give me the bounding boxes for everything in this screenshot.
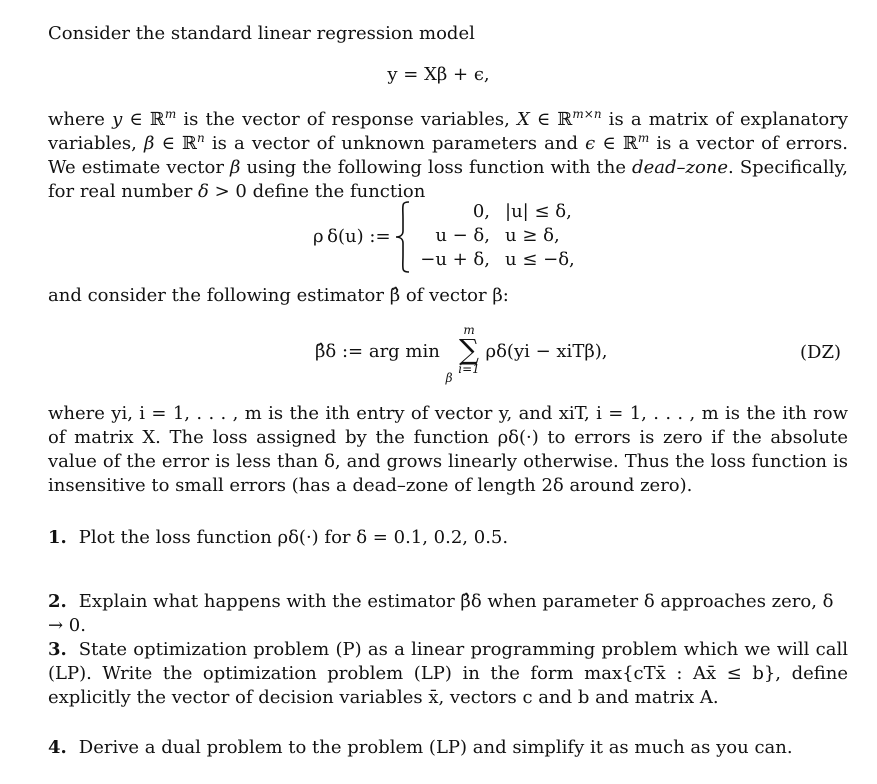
estimator-equation: β̂δ := arg min β m ∑ i=1 ρδ(yi − xiTβ), [315,323,608,385]
case-value-1: 0, [472,201,490,222]
rho-definition-lhs: ρ δ(u) := [313,226,391,247]
question-4: 4. Derive a dual problem to the problem (LP) and simplify it as much as you can. [48,737,793,758]
case-condition-3: u ≤ −δ, [505,249,575,270]
question-1: 1. Plot the loss function ρδ(·) for δ = 0.1, 0.2, 0.5. [48,527,509,548]
explanation-paragraph: where yi, i = 1, . . . , m is the ith entry of vector y, and xiT, i = 1, . . . , m is the ith row of matrix X. The loss assigned by the function ρδ(·) to errors is zero if the absolute value of the error is less than δ, and grows linearly otherwise. Thus the loss function is insensitive to small errors (has a dead–zone of length 2δ around zero). [48,403,848,496]
case-value-2: u − δ, [435,225,490,246]
case-value-3: −u + δ, [420,249,490,270]
left-brace-icon [395,201,411,273]
case-condition-1: |u| ≤ δ, [505,201,572,222]
definitions-paragraph: where y ∈ ℝ$^m$ is the vector of response variables, X ∈ ℝ$^{m\times n}$ is a matrix of explanatory variables, β ∈ ℝ$^n$ is a vector of unknown parameters and ϵ ∈ ℝ$^m$ is a vector of errors. We estimate vector β using the following loss function with the dead–zone. Specifically, for real number δ > 0 define the function [48,107,848,202]
question-3: 3. State optimization problem (P) as a linear programming problem which we will call (LP). Write the optimization problem (LP) in the form max{cTx̄ : Ax̄ ≤ b}, define explicitly the vector of decision variables x̄, vectors c and b and matrix A. [48,639,848,708]
sum-symbol: m ∑ i=1 [458,323,480,376]
question-2: 2. Explain what happens with the estimator β̂δ when parameter δ approaches zero, δ → 0. [48,591,834,636]
equation-tag: (DZ) [800,342,841,363]
case-condition-2: u ≥ δ, [505,225,560,246]
model-equation: y = Xβ + ϵ, [387,64,490,85]
argmin-subscript: β [445,371,453,385]
estimator-intro: and consider the following estimator β̂ of vector β: [48,285,509,306]
intro-text: Consider the standard linear regression model [48,23,475,44]
